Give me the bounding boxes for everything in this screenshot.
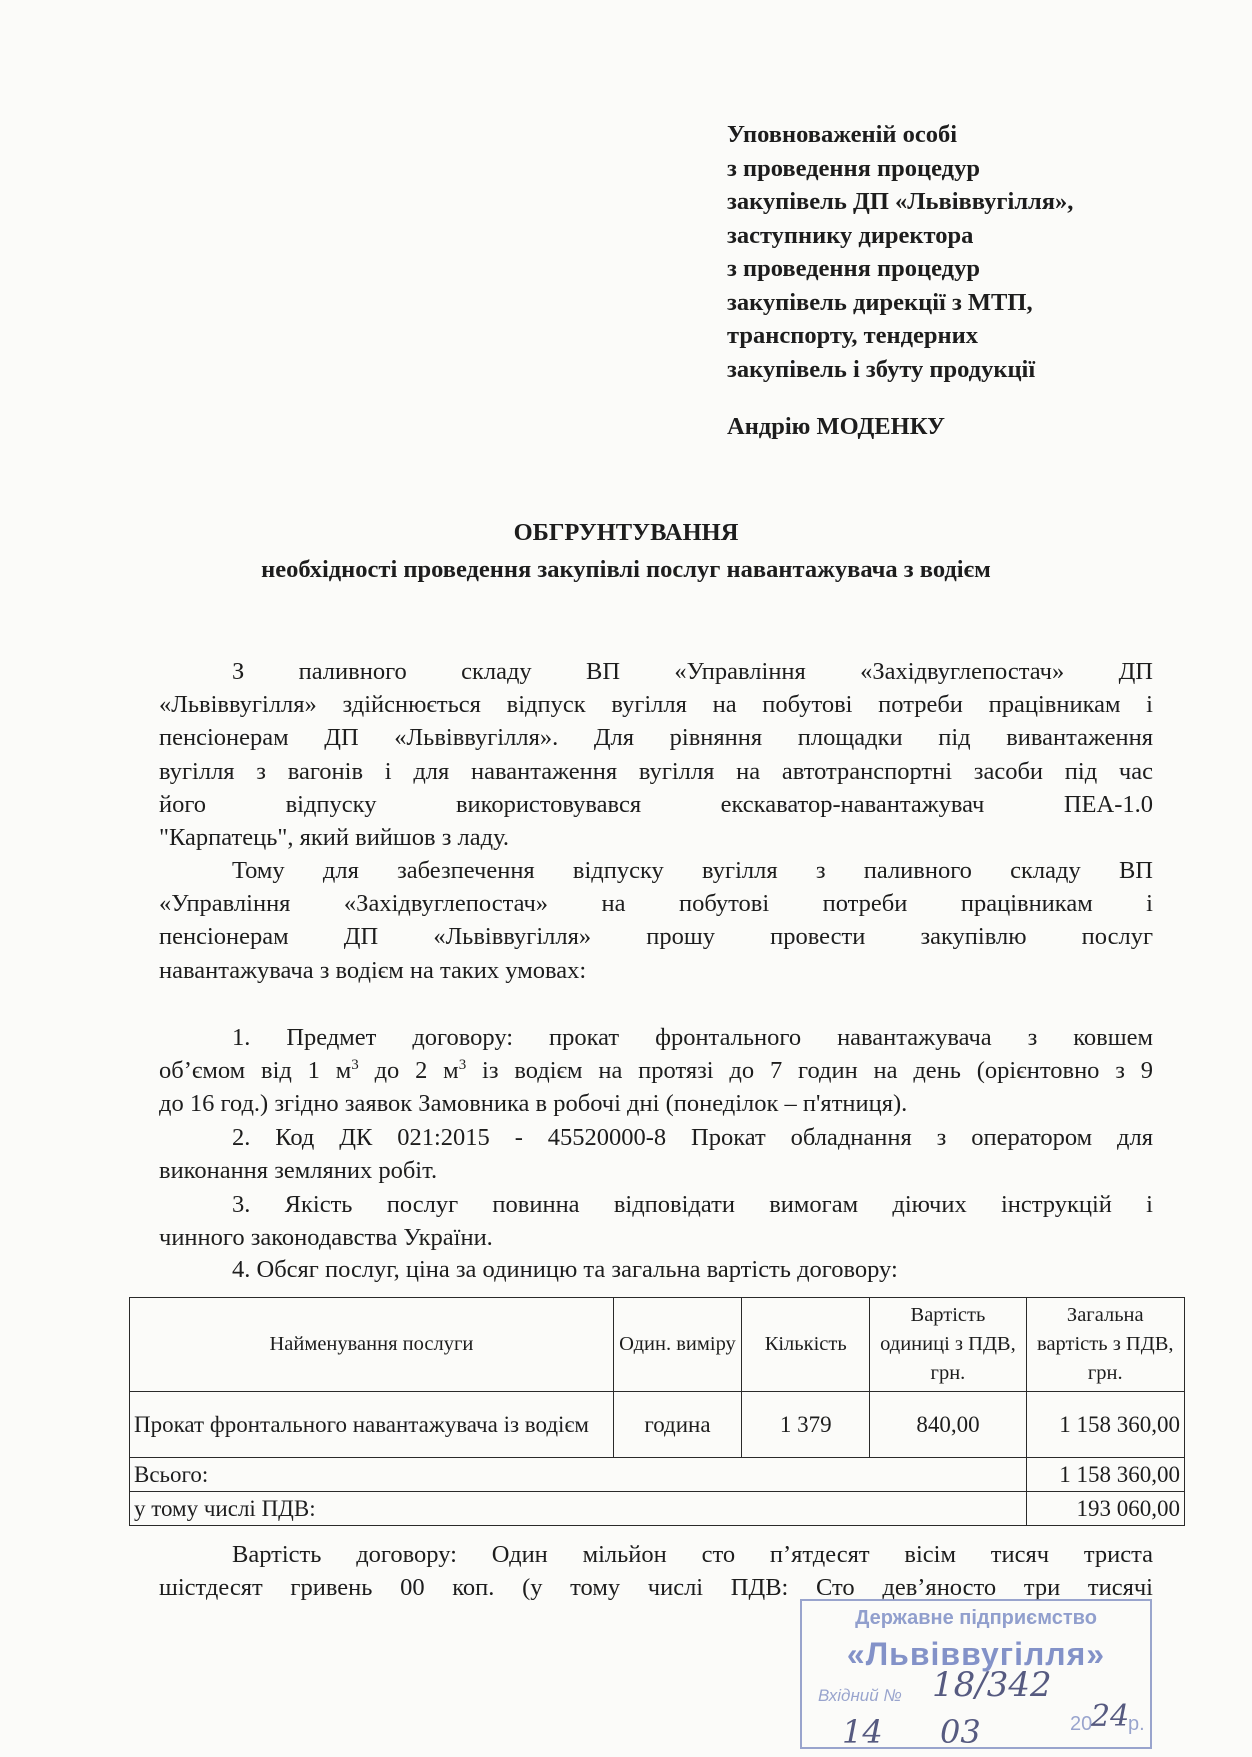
stamp-number: 18/342: [932, 1665, 1052, 1705]
stamp-year-suffix: р.: [1128, 1713, 1145, 1735]
table-row: [130, 1392, 1185, 1458]
text-line: пенсіонерам ДП «Львіввугілля». Для рівняння площадки під вивантаження: [159, 724, 1153, 752]
cell-total: 1 158 360,00: [1026, 1392, 1184, 1458]
text-line: "Карпатець", який вийшов з ладу.: [159, 824, 510, 852]
addressee-line: закупівель ДП «Львіввугілля»,: [727, 188, 1074, 215]
text-line: пенсіонерам ДП «Львіввугілля» прошу провести закупівлю послуг: [159, 923, 1153, 951]
text-line: до 16 год.) згідно заявок Замовника в робочі дні (понеділок – п'ятниця).: [159, 1090, 908, 1118]
stamp-day: 14: [842, 1713, 883, 1751]
sum-value: 1 158 360,00: [1026, 1458, 1184, 1492]
item-4: [159, 1253, 1153, 1286]
stamp-label: Вхідний №: [818, 1686, 902, 1705]
item-3: [159, 1188, 1153, 1254]
document-title: ОБГРУНТУВАННЯ: [513, 519, 739, 546]
stamp-name: «Львіввугілля»: [846, 1636, 1106, 1672]
cell-unit-price: 840,00: [870, 1392, 1026, 1458]
cell-qty: 1 379: [742, 1392, 870, 1458]
text-line: 1. Предмет договору: прокат фронтального навантажувача з ковшем: [232, 1024, 1153, 1051]
vat-label: у тому числі ПДВ:: [130, 1492, 1027, 1526]
stamp-org: Державне підприємство: [855, 1607, 1097, 1629]
header-qty: Кількість: [742, 1298, 870, 1392]
text-line: Тому для забезпечення відпуску вугілля з паливного складу ВП: [232, 857, 1153, 884]
contract-value-paragraph: [159, 1538, 1153, 1604]
text-fragment: із водієм на протязі до 7 годин на день (орієнтовно з 9: [466, 1057, 1153, 1085]
header-name: Найменування послуги: [130, 1298, 614, 1392]
text-line: виконання земляних робіт.: [159, 1157, 438, 1185]
addressee-line: закупівель і збуту продукції: [727, 355, 1036, 383]
text-line: 2. Код ДК 021:2015 - 45520000-8 Прокат обладнання з оператором для: [232, 1124, 1153, 1151]
header-unit: Один. виміру: [613, 1298, 741, 1392]
table-vat-row: [130, 1492, 1185, 1526]
table-header-row: [130, 1298, 1185, 1392]
text-line: навантажувача з водієм на таких умовах:: [159, 956, 587, 984]
services-table: [129, 1297, 1185, 1526]
addressee-name: Андрію МОДЕНКУ: [727, 413, 945, 440]
text-line: Вартість договору: Один мільйон сто п’ятдесят вісім тисяч триста: [232, 1541, 1153, 1568]
vat-value: 193 060,00: [1026, 1492, 1184, 1526]
text-fragment: об’ємом від 1 м: [159, 1057, 352, 1085]
text-line: «Львіввугілля» здійснюється відпуск вугілля на побутові потреби працівникам і: [159, 691, 1153, 719]
header-unit-price: Вартість одиниці з ПДВ, грн.: [870, 1298, 1026, 1392]
text-fragment: до 2 м: [358, 1057, 459, 1085]
addressee-line: транспорту, тендерних: [727, 322, 979, 349]
text-line: шістдесят гривень 00 коп. (у тому числі ПДВ: Сто дев’яносто три тисячі: [159, 1574, 1153, 1602]
paragraph-1: [159, 655, 1153, 854]
text-line: 3. Якість послуг повинна відповідати вимогам діючих інструкцій і: [232, 1191, 1153, 1218]
superscript: 3: [458, 1057, 467, 1074]
addressee-line: закупівель дирекції з МТП,: [727, 288, 1033, 316]
text-line: [159, 1054, 1153, 1087]
item-1: [159, 1021, 1153, 1121]
header-total: Загальна вартість з ПДВ, грн.: [1026, 1298, 1184, 1392]
registration-stamp: [800, 1599, 1152, 1749]
stamp-month: 03: [940, 1713, 981, 1751]
text-line: його відпуску використовувався екскаватор-навантажувач ПЕА-1.0: [159, 790, 1153, 818]
addressee-block: [727, 118, 1073, 444]
text-line: чинного законодавства України.: [159, 1224, 493, 1252]
addressee-line: Уповноваженій особі: [727, 121, 958, 148]
text-line: 4. Обсяг послуг, ціна за одиницю та загальна вартість договору:: [232, 1256, 898, 1283]
sum-label: Всього:: [130, 1458, 1027, 1492]
cell-unit: година: [613, 1392, 741, 1458]
stamp-year-prefix: 20: [1070, 1713, 1093, 1735]
superscript: 3: [351, 1057, 359, 1074]
text-line: вугілля з вагонів і для навантаження вугілля на автотранспортні засоби під час: [159, 757, 1153, 785]
table-sum-row: [130, 1458, 1185, 1492]
item-2: [159, 1121, 1153, 1187]
paragraph-2: [159, 854, 1153, 987]
stamp-year-hand: 24: [1091, 1699, 1130, 1734]
addressee-line: заступнику директора: [727, 221, 974, 249]
cell-name: Прокат фронтального навантажувача із водієм: [130, 1392, 614, 1458]
text-line: З паливного складу ВП «Управління «Західвуглепостач» ДП: [232, 658, 1153, 685]
addressee-line: з проведення процедур: [727, 255, 980, 282]
document-subtitle: необхідності проведення закупівлі послуг навантажувача з водієм: [261, 556, 991, 583]
addressee-line: з проведення процедур: [727, 154, 980, 182]
text-line: «Управління «Західвуглепостач» на побутові потреби працівникам і: [159, 890, 1153, 918]
